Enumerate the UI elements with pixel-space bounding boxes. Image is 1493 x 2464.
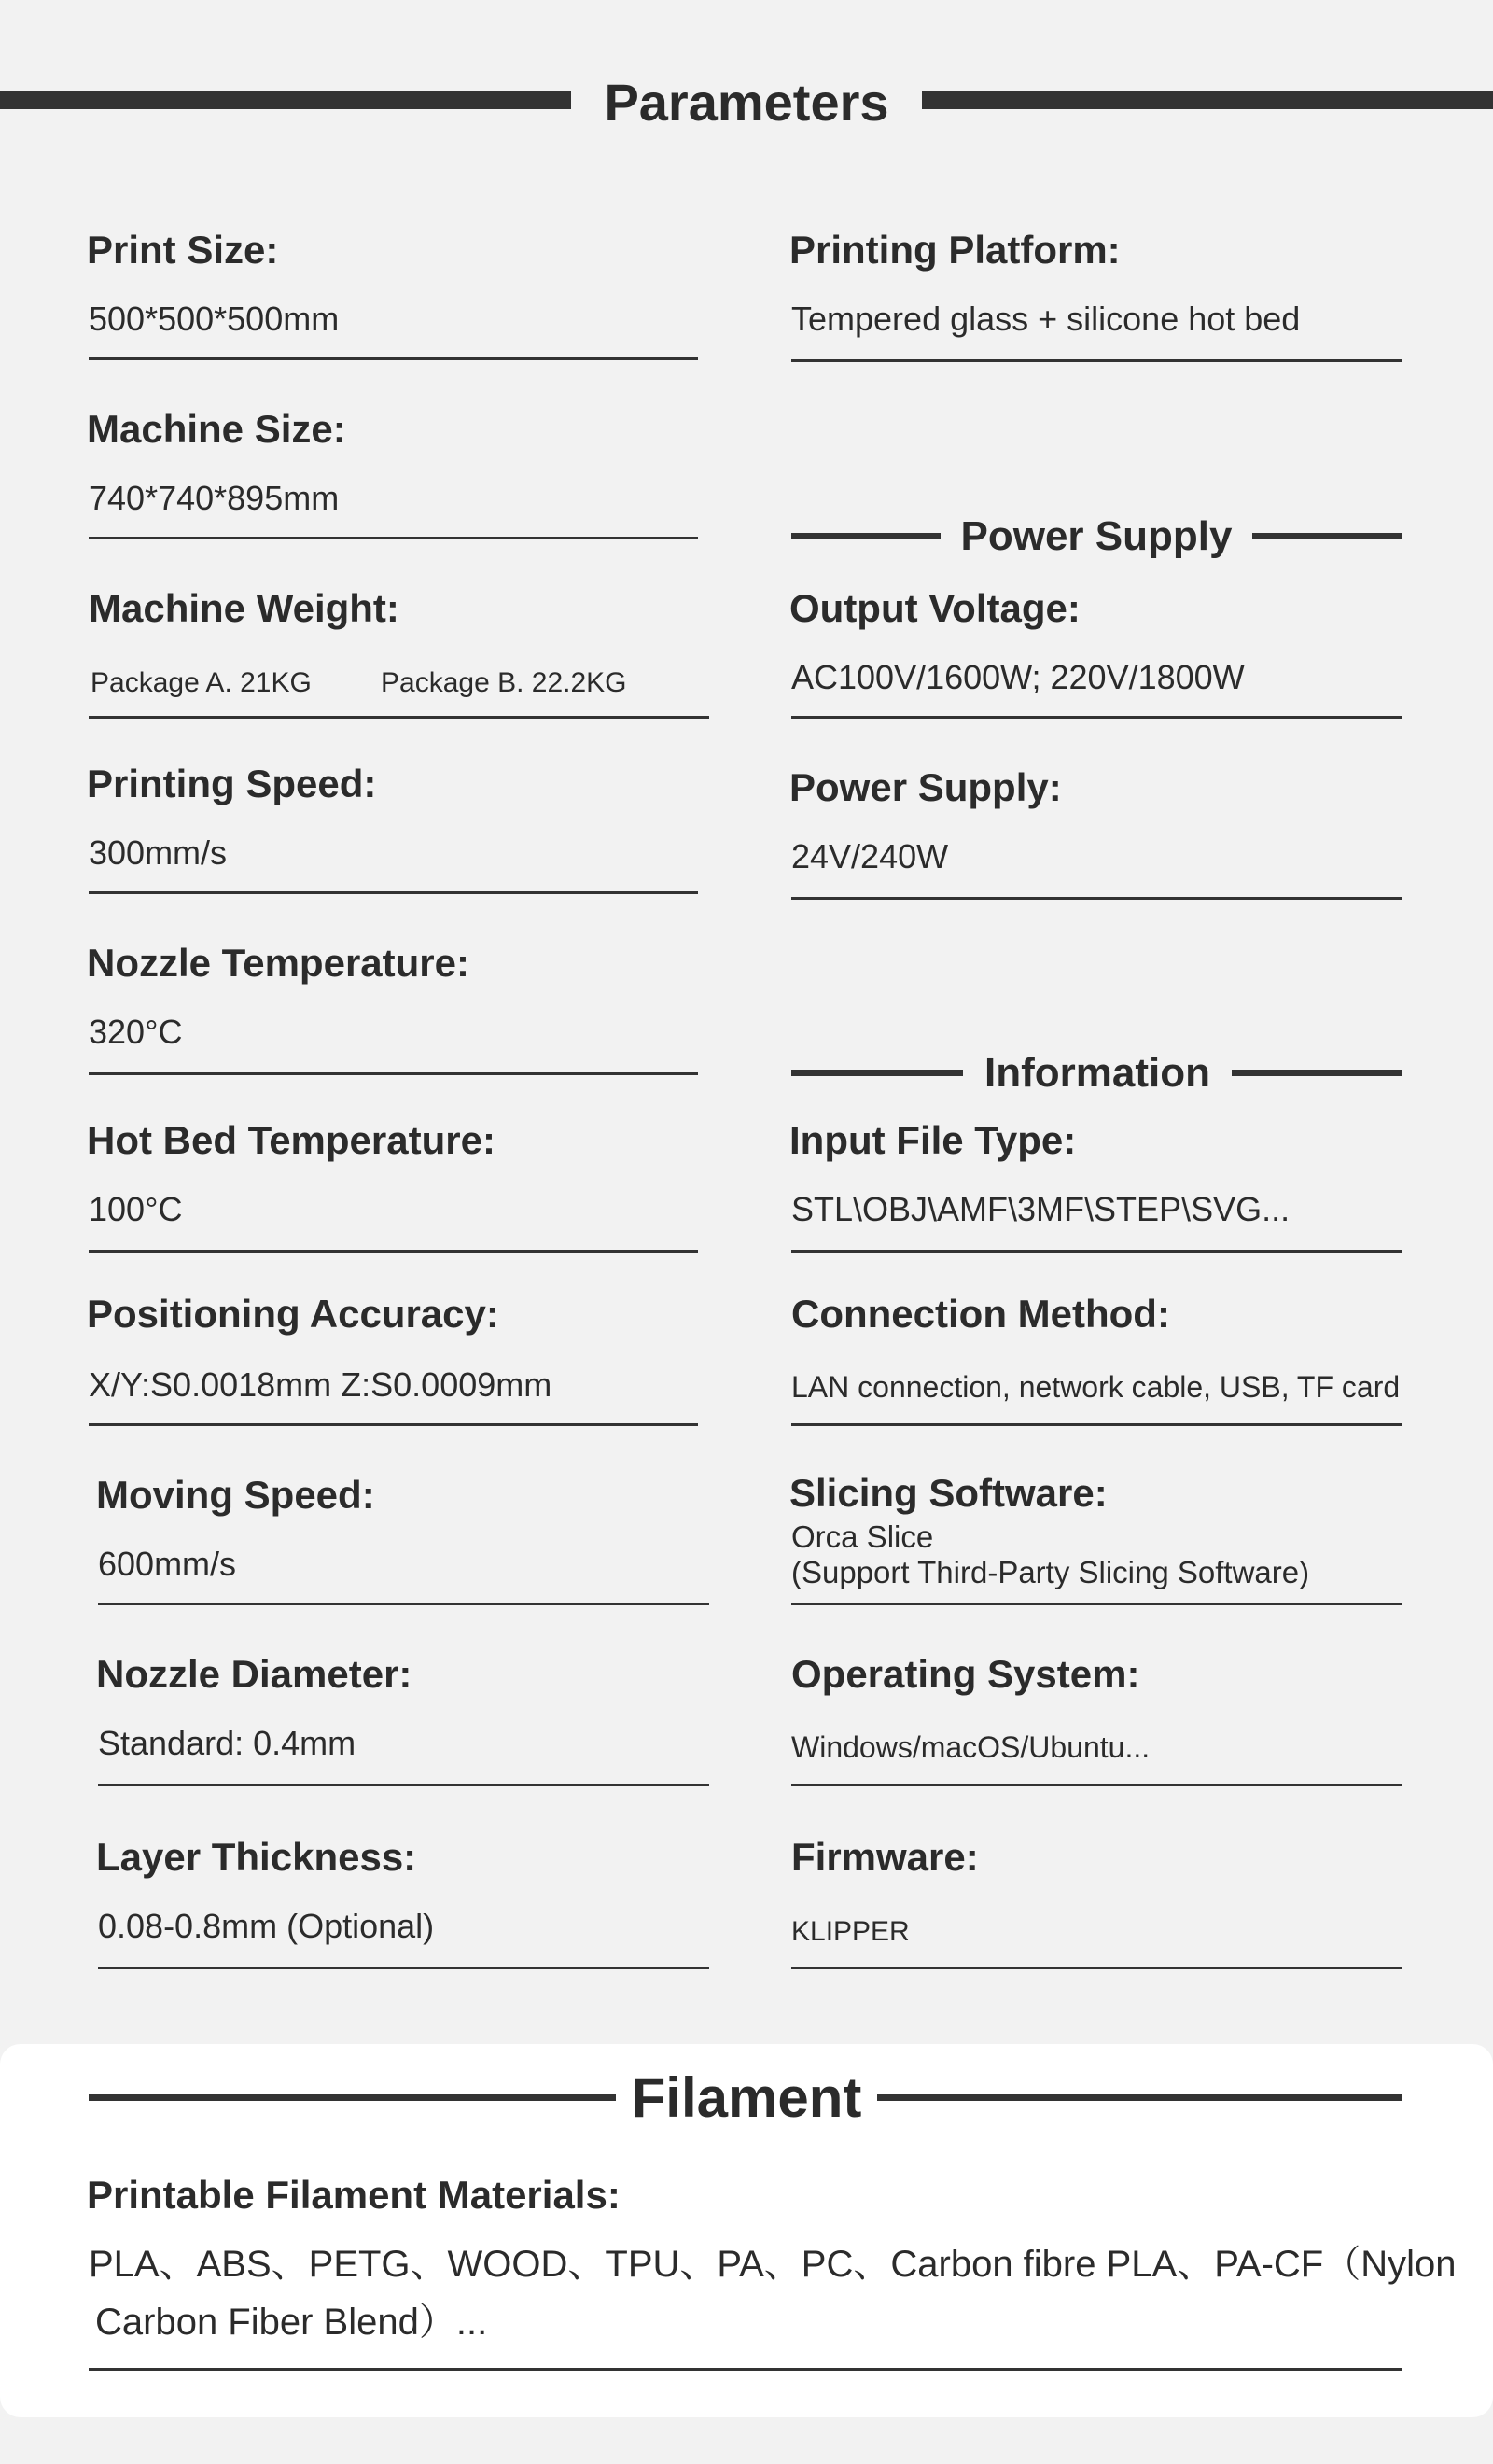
spec-value: 300mm/s (89, 833, 228, 872)
spec-value: LAN connection, network cable, USB, TF card (791, 1370, 1401, 1404)
power-section-line-right (1252, 533, 1402, 539)
spec-divider (791, 897, 1402, 900)
spec-divider (89, 716, 709, 719)
spec-label: Firmware: (791, 1835, 979, 1879)
spec-label: Operating System: (791, 1652, 1140, 1696)
info-section-title: Information (984, 1050, 1210, 1096)
filament-label: Printable Filament Materials: (87, 2173, 621, 2217)
spec-value: Windows/macOS/Ubuntu... (791, 1730, 1151, 1764)
spec-label: Slicing Software: (789, 1471, 1108, 1515)
spec-divider (89, 891, 698, 894)
spec-label: Printing Speed: (87, 762, 377, 805)
spec-label: Printing Platform: (789, 228, 1121, 272)
spec-value: AC100V/1600W; 220V/1800W (791, 658, 1245, 696)
spec-divider (791, 359, 1402, 362)
spec-divider (89, 1072, 698, 1075)
spec-value: KLIPPER (791, 1916, 910, 1947)
spec-divider (89, 1423, 698, 1426)
filament-card (0, 2044, 1493, 2417)
spec-divider (98, 1967, 709, 1969)
page-title: Parameters (604, 73, 889, 132)
spec-label: Print Size: (87, 228, 279, 272)
spec-label: Input File Type: (789, 1118, 1077, 1162)
filament-materials-line-2: Carbon Fiber Blend）... (95, 2302, 488, 2343)
spec-value-package-a: Package A. 21KG (91, 667, 312, 698)
filament-title: Filament (631, 2066, 862, 2129)
spec-value: Standard: 0.4mm (98, 1724, 356, 1762)
spec-label: Nozzle Diameter: (96, 1652, 412, 1696)
spec-label: Machine Weight: (89, 586, 399, 630)
spec-label: Hot Bed Temperature: (87, 1118, 495, 1162)
header-bar-right (922, 91, 1493, 109)
spec-label: Nozzle Temperature: (87, 941, 469, 985)
spec-value: 24V/240W (791, 837, 949, 875)
spec-label: Positioning Accuracy: (87, 1292, 499, 1336)
spec-divider (791, 1784, 1402, 1786)
spec-divider (89, 357, 698, 360)
spec-value: Tempered glass + silicone hot bed (791, 300, 1301, 338)
spec-value: STL\OBJ\AMF\3MF\STEP\SVG... (791, 1190, 1291, 1228)
spec-value: 740*740*895mm (89, 479, 340, 517)
spec-divider (791, 1423, 1402, 1426)
info-section-line-right (1232, 1070, 1402, 1076)
spec-label: Output Voltage: (789, 586, 1081, 630)
filament-divider (89, 2368, 1402, 2371)
filament-title-line-left (89, 2094, 616, 2101)
spec-value-line-1: Orca Slice (791, 1519, 934, 1554)
header-bar-left (0, 91, 571, 109)
spec-value: 320°C (89, 1013, 183, 1051)
spec-label: Layer Thickness: (96, 1835, 417, 1879)
spec-divider (98, 1784, 709, 1786)
spec-divider (791, 1250, 1402, 1253)
spec-value-line-2: (Support Third-Party Slicing Software) (791, 1555, 1310, 1589)
filament-materials-line-1: PLA、ABS、PETG、WOOD、TPU、PA、PC、Carbon fibre PLA、PA-CF（Nylon (89, 2244, 1457, 2285)
spec-divider (791, 716, 1402, 719)
spec-divider (89, 1250, 698, 1253)
spec-label: Moving Speed: (96, 1473, 375, 1517)
info-section-line-left (791, 1070, 963, 1076)
spec-value-package-b: Package B. 22.2KG (381, 667, 627, 698)
spec-divider (98, 1603, 709, 1605)
spec-label: Machine Size: (87, 407, 346, 451)
spec-divider (791, 1603, 1402, 1605)
spec-value: 600mm/s (98, 1545, 237, 1583)
spec-value: 500*500*500mm (89, 300, 340, 338)
power-section-title: Power Supply (960, 513, 1233, 559)
spec-value: 100°C (89, 1190, 183, 1228)
spec-label: Connection Method: (791, 1292, 1170, 1336)
spec-divider (89, 537, 698, 539)
spec-value: X/Y:S0.0018mm Z:S0.0009mm (89, 1365, 552, 1404)
spec-value: 0.08-0.8mm (Optional) (98, 1907, 435, 1945)
spec-label: Power Supply: (789, 765, 1062, 809)
spec-divider (791, 1967, 1402, 1969)
filament-title-line-right (877, 2094, 1402, 2101)
power-section-line-left (791, 533, 941, 539)
